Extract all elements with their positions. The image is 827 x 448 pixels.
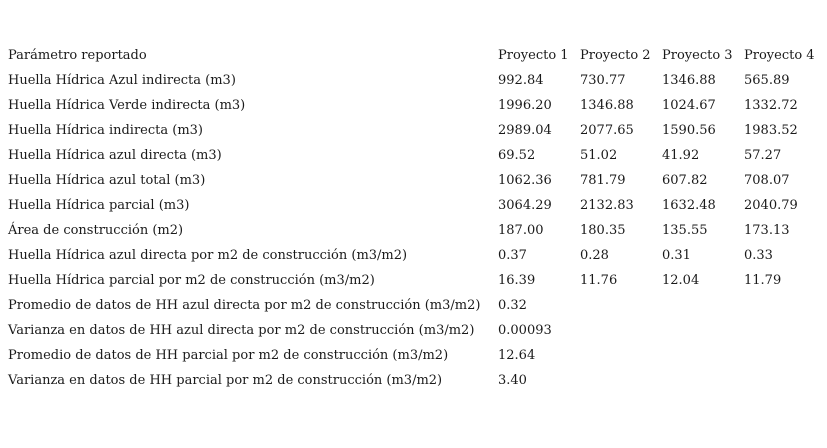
table-row — [8, 193, 826, 218]
table-row — [8, 168, 826, 193]
project-3-cell — [662, 318, 744, 343]
header-project-1: Proyecto 1 — [498, 48, 569, 63]
project-1-cell: 3.40 — [498, 373, 527, 388]
project-2-cell: 1346.88 — [580, 98, 634, 113]
project-1-cell: 3064.29 — [498, 198, 552, 213]
table-row — [8, 343, 826, 368]
project-4-cell: 57.27 — [744, 148, 782, 163]
table-row — [8, 118, 826, 143]
parameter-cell: Promedio de datos de HH parcial por m2 de construcción (m3/m2) — [8, 348, 449, 363]
project-2-cell — [580, 343, 662, 368]
project-1-cell: 0.37 — [498, 248, 527, 263]
project-3-cell: 1024.67 — [662, 98, 716, 113]
project-2-cell: 51.02 — [580, 148, 618, 163]
project-1-cell: 0.00093 — [498, 323, 552, 338]
project-2-cell: 180.35 — [580, 223, 626, 238]
project-3-cell: 135.55 — [662, 223, 708, 238]
project-1-cell: 187.00 — [498, 223, 544, 238]
header-project-3: Proyecto 3 — [662, 48, 733, 63]
project-2-cell: 2077.65 — [580, 123, 634, 138]
table-row — [8, 143, 826, 168]
project-4-cell: 565.89 — [744, 73, 790, 88]
project-4-cell — [744, 368, 826, 393]
project-2-cell: 781.79 — [580, 173, 626, 188]
parameter-cell: Huella Hídrica Azul indirecta (m3) — [8, 73, 236, 88]
project-3-cell: 1590.56 — [662, 123, 716, 138]
header-parameter: Parámetro reportado — [8, 48, 147, 63]
parameter-cell: Huella Hídrica azul directa por m2 de construcción (m3/m2) — [8, 248, 408, 263]
project-3-cell: 12.04 — [662, 273, 700, 288]
project-3-cell: 1632.48 — [662, 198, 716, 213]
project-3-cell — [662, 368, 744, 393]
project-3-cell: 607.82 — [662, 173, 708, 188]
parameter-cell: Huella Hídrica parcial (m3) — [8, 198, 190, 213]
project-4-cell: 173.13 — [744, 223, 790, 238]
project-2-cell: 2132.83 — [580, 198, 634, 213]
project-1-cell: 992.84 — [498, 73, 544, 88]
project-2-cell: 0.28 — [580, 248, 609, 263]
project-3-cell: 0.31 — [662, 248, 691, 263]
table-row — [8, 68, 826, 93]
project-4-cell: 2040.79 — [744, 198, 798, 213]
project-1-cell: 12.64 — [498, 348, 536, 363]
project-1-cell: 1062.36 — [498, 173, 552, 188]
parameter-cell: Huella Hídrica indirecta (m3) — [8, 123, 203, 138]
table-row — [8, 268, 826, 293]
parameter-cell: Área de construcción (m2) — [8, 223, 184, 238]
project-4-cell — [744, 318, 826, 343]
parameter-cell: Huella Hídrica azul directa (m3) — [8, 148, 222, 163]
table-row — [8, 93, 826, 118]
project-4-cell — [744, 343, 826, 368]
project-3-cell: 41.92 — [662, 148, 700, 163]
project-4-cell — [744, 293, 826, 318]
project-2-cell: 730.77 — [580, 73, 626, 88]
project-3-cell — [662, 293, 744, 318]
data-table — [8, 43, 826, 393]
project-2-cell: 11.76 — [580, 273, 618, 288]
project-1-cell: 2989.04 — [498, 123, 552, 138]
parameter-cell: Huella Hídrica parcial por m2 de construcción (m3/m2) — [8, 273, 375, 288]
table-row — [8, 368, 826, 393]
project-4-cell: 708.07 — [744, 173, 790, 188]
project-1-cell: 0.32 — [498, 298, 527, 313]
parameter-cell: Varianza en datos de HH azul directa por m2 de construcción (m3/m2) — [8, 323, 475, 338]
parameter-cell: Promedio de datos de HH azul directa por m2 de construcción (m3/m2) — [8, 298, 481, 313]
project-1-cell: 16.39 — [498, 273, 536, 288]
table-row — [8, 293, 826, 318]
project-2-cell — [580, 293, 662, 318]
header-project-4: Proyecto 4 — [744, 48, 815, 63]
parameter-cell: Huella Hídrica azul total (m3) — [8, 173, 206, 188]
project-1-cell: 1996.20 — [498, 98, 552, 113]
project-1-cell: 69.52 — [498, 148, 536, 163]
project-2-cell — [580, 318, 662, 343]
project-4-cell: 0.33 — [744, 248, 773, 263]
project-3-cell: 1346.88 — [662, 73, 716, 88]
parameter-cell: Varianza en datos de HH parcial por m2 de construcción (m3/m2) — [8, 373, 443, 388]
table-row — [8, 218, 826, 243]
table-header-row — [8, 43, 826, 68]
parameter-cell: Huella Hídrica Verde indirecta (m3) — [8, 98, 246, 113]
header-project-2: Proyecto 2 — [580, 48, 651, 63]
project-2-cell — [580, 368, 662, 393]
project-4-cell: 11.79 — [744, 273, 782, 288]
project-4-cell: 1332.72 — [744, 98, 798, 113]
table-row — [8, 243, 826, 268]
project-3-cell — [662, 343, 744, 368]
table-row — [8, 318, 826, 343]
project-4-cell: 1983.52 — [744, 123, 798, 138]
